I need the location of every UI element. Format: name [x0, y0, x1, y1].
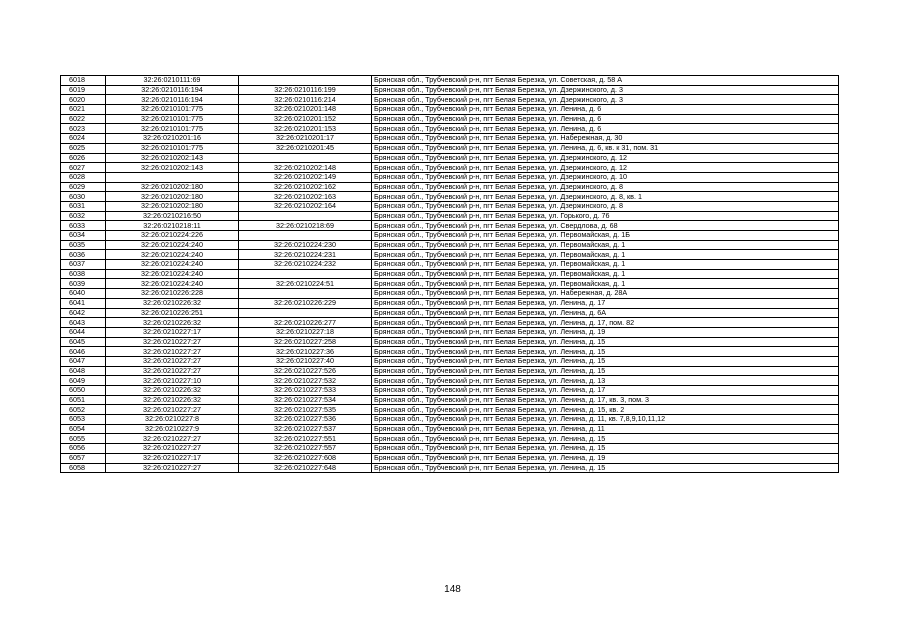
cadastral-number-cell: 32:26:0210224:240: [106, 250, 239, 260]
address-cell: Брянская обл., Трубчевский р-н, пгт Белая Березка, ул. Дзержинского, д. 8: [372, 201, 839, 211]
row-number-cell: 6029: [61, 182, 106, 192]
table-row: [61, 308, 839, 318]
address-cell: Брянская обл., Трубчевский р-н, пгт Белая Березка, ул. Ленина, д. 15: [372, 444, 839, 454]
address-cell: Брянская обл., Трубчевский р-н, пгт Белая Березка, ул. Набережная, д. 30: [372, 134, 839, 144]
row-number-cell: 6045: [61, 337, 106, 347]
cadastral-number-cell: 32:26:0210116:194: [106, 85, 239, 95]
table-row: [61, 85, 839, 95]
table-row: [61, 395, 839, 405]
row-number-cell: 6050: [61, 386, 106, 396]
cadastral-number-cell: [106, 172, 239, 182]
table-row: [61, 434, 839, 444]
table-row: [61, 211, 839, 221]
table-row: [61, 182, 839, 192]
object-cadastral-number-cell: 32:26:0210224:232: [239, 260, 372, 270]
row-number-cell: 6055: [61, 434, 106, 444]
address-cell: Брянская обл., Трубчевский р-н, пгт Белая Березка, ул. Ленина, д. 6: [372, 105, 839, 115]
cadastral-number-cell: 32:26:0210224:240: [106, 240, 239, 250]
table-row: [61, 95, 839, 105]
cadastral-number-cell: 32:26:0210227:27: [106, 356, 239, 366]
table-row: [61, 201, 839, 211]
cadastral-number-cell: 32:26:0210101:775: [106, 124, 239, 134]
row-number-cell: 6021: [61, 105, 106, 115]
object-cadastral-number-cell: 32:26:0210227:535: [239, 405, 372, 415]
row-number-cell: 6044: [61, 327, 106, 337]
address-cell: Брянская обл., Трубчевский р-н, пгт Белая Березка, ул. Первомайская, д. 1Б: [372, 231, 839, 241]
cadastral-number-cell: 32:26:0210218:11: [106, 221, 239, 231]
cadastral-number-cell: 32:26:0210227:27: [106, 337, 239, 347]
object-cadastral-number-cell: 32:26:0210224:231: [239, 250, 372, 260]
object-cadastral-number-cell: [239, 153, 372, 163]
cadastral-number-cell: 32:26:0210224:240: [106, 279, 239, 289]
row-number-cell: 6039: [61, 279, 106, 289]
row-number-cell: 6042: [61, 308, 106, 318]
object-cadastral-number-cell: 32:26:0210201:153: [239, 124, 372, 134]
row-number-cell: 6025: [61, 143, 106, 153]
cadastral-number-cell: 32:26:0210227:27: [106, 347, 239, 357]
address-cell: Брянская обл., Трубчевский р-н, пгт Белая Березка, ул. Ленина, д. 6, кв. к 31, пом. 31: [372, 143, 839, 153]
row-number-cell: 6051: [61, 395, 106, 405]
cadastral-number-cell: 32:26:0210201:16: [106, 134, 239, 144]
row-number-cell: 6026: [61, 153, 106, 163]
row-number-cell: 6040: [61, 289, 106, 299]
cadastral-number-cell: 32:26:0210226:32: [106, 395, 239, 405]
cadastral-number-cell: 32:26:0210224:226: [106, 231, 239, 241]
object-cadastral-number-cell: 32:26:0210227:18: [239, 327, 372, 337]
cadastral-number-cell: 32:26:0210227:27: [106, 405, 239, 415]
address-cell: Брянская обл., Трубчевский р-н, пгт Белая Березка, ул. Первомайская, д. 1: [372, 269, 839, 279]
object-cadastral-number-cell: 32:26:0210227:551: [239, 434, 372, 444]
table-row: [61, 153, 839, 163]
object-cadastral-number-cell: 32:26:0210227:258: [239, 337, 372, 347]
object-cadastral-number-cell: 32:26:0210227:557: [239, 444, 372, 454]
row-number-cell: 6052: [61, 405, 106, 415]
table-row: [61, 327, 839, 337]
object-cadastral-number-cell: [239, 211, 372, 221]
cadastral-number-cell: 32:26:0210111:69: [106, 76, 239, 86]
table-row: [61, 192, 839, 202]
table-row: [61, 76, 839, 86]
table-row: [61, 124, 839, 134]
table-row: [61, 114, 839, 124]
address-cell: Брянская обл., Трубчевский р-н, пгт Белая Березка, ул. Ленина, д. 15: [372, 347, 839, 357]
table-row: [61, 347, 839, 357]
table-row: [61, 405, 839, 415]
object-cadastral-number-cell: [239, 269, 372, 279]
address-cell: Брянская обл., Трубчевский р-н, пгт Белая Березка, ул. Ленина, д. 17: [372, 386, 839, 396]
cadastral-number-cell: 32:26:0210226:251: [106, 308, 239, 318]
table-row: [61, 366, 839, 376]
row-number-cell: 6048: [61, 366, 106, 376]
cadastral-number-cell: 32:26:0210227:8: [106, 415, 239, 425]
cadastral-number-cell: 32:26:0210224:240: [106, 269, 239, 279]
cadastral-number-cell: 32:26:0210227:10: [106, 376, 239, 386]
object-cadastral-number-cell: 32:26:0210202:164: [239, 201, 372, 211]
table-row: [61, 231, 839, 241]
object-cadastral-number-cell: 32:26:0210116:199: [239, 85, 372, 95]
cadastral-number-cell: 32:26:0210226:32: [106, 318, 239, 328]
object-cadastral-number-cell: [239, 308, 372, 318]
table-row: [61, 424, 839, 434]
table-row: [61, 415, 839, 425]
object-cadastral-number-cell: [239, 76, 372, 86]
address-cell: Брянская обл., Трубчевский р-н, пгт Белая Березка, ул. Ленина, д. 17, пом. 82: [372, 318, 839, 328]
address-cell: Брянская обл., Трубчевский р-н, пгт Белая Березка, ул. Дзержинского, д. 12: [372, 163, 839, 173]
cadastral-number-cell: 32:26:0210202:180: [106, 182, 239, 192]
table-row: [61, 386, 839, 396]
table-row: [61, 163, 839, 173]
address-cell: Брянская обл., Трубчевский р-н, пгт Белая Березка, ул. Набережная, д. 28А: [372, 289, 839, 299]
object-cadastral-number-cell: 32:26:0210201:152: [239, 114, 372, 124]
cadastral-number-cell: 32:26:0210227:17: [106, 327, 239, 337]
cadastral-number-cell: 32:26:0210226:32: [106, 386, 239, 396]
address-cell: Брянская обл., Трубчевский р-н, пгт Белая Березка, ул. Советская, д. 58 А: [372, 76, 839, 86]
address-cell: Брянская обл., Трубчевский р-н, пгт Белая Березка, ул. Ленина, д. 17, кв. 3, пом. 3: [372, 395, 839, 405]
table-row: [61, 143, 839, 153]
row-number-cell: 6043: [61, 318, 106, 328]
table-row: [61, 269, 839, 279]
address-cell: Брянская обл., Трубчевский р-н, пгт Белая Березка, ул. Ленина, д. 6А: [372, 308, 839, 318]
table-row: [61, 318, 839, 328]
address-cell: Брянская обл., Трубчевский р-н, пгт Белая Березка, ул. Первомайская, д. 1: [372, 240, 839, 250]
table-row: [61, 134, 839, 144]
cadastral-number-cell: 32:26:0210202:143: [106, 163, 239, 173]
cadastral-number-cell: 32:26:0210227:27: [106, 366, 239, 376]
object-cadastral-number-cell: 32:26:0210227:537: [239, 424, 372, 434]
row-number-cell: 6031: [61, 201, 106, 211]
table-row: [61, 337, 839, 347]
object-cadastral-number-cell: 32:26:0210224:230: [239, 240, 372, 250]
table-row: [61, 463, 839, 473]
cadastral-number-cell: 32:26:0210227:27: [106, 434, 239, 444]
object-cadastral-number-cell: 32:26:0210227:40: [239, 356, 372, 366]
row-number-cell: 6020: [61, 95, 106, 105]
row-number-cell: 6035: [61, 240, 106, 250]
table-row: [61, 260, 839, 270]
object-cadastral-number-cell: 32:26:0210202:148: [239, 163, 372, 173]
table-row: [61, 444, 839, 454]
row-number-cell: 6058: [61, 463, 106, 473]
object-cadastral-number-cell: [239, 289, 372, 299]
object-cadastral-number-cell: 32:26:0210227:648: [239, 463, 372, 473]
row-number-cell: 6053: [61, 415, 106, 425]
object-cadastral-number-cell: 32:26:0210202:163: [239, 192, 372, 202]
object-cadastral-number-cell: 32:26:0210224:51: [239, 279, 372, 289]
table-row: [61, 356, 839, 366]
address-cell: Брянская обл., Трубчевский р-н, пгт Белая Березка, ул. Дзержинского, д. 12: [372, 153, 839, 163]
row-number-cell: 6054: [61, 424, 106, 434]
address-cell: Брянская обл., Трубчевский р-н, пгт Белая Березка, ул. Ленина, д. 19: [372, 327, 839, 337]
table-row: [61, 105, 839, 115]
object-cadastral-number-cell: [239, 231, 372, 241]
table-row: [61, 250, 839, 260]
row-number-cell: 6041: [61, 298, 106, 308]
object-cadastral-number-cell: 32:26:0210218:69: [239, 221, 372, 231]
address-cell: Брянская обл., Трубчевский р-н, пгт Белая Березка, ул. Ленина, д. 6: [372, 114, 839, 124]
row-number-cell: 6037: [61, 260, 106, 270]
row-number-cell: 6027: [61, 163, 106, 173]
row-number-cell: 6024: [61, 134, 106, 144]
row-number-cell: 6028: [61, 172, 106, 182]
object-cadastral-number-cell: 32:26:0210202:149: [239, 172, 372, 182]
address-cell: Брянская обл., Трубчевский р-н, пгт Белая Березка, ул. Ленина, д. 19: [372, 453, 839, 463]
address-cell: Брянская обл., Трубчевский р-н, пгт Белая Березка, ул. Ленина, д. 17: [372, 298, 839, 308]
row-number-cell: 6047: [61, 356, 106, 366]
row-number-cell: 6032: [61, 211, 106, 221]
table-row: [61, 289, 839, 299]
cadastral-number-cell: 32:26:0210227:27: [106, 463, 239, 473]
page-number: 148: [444, 584, 461, 595]
address-cell: Брянская обл., Трубчевский р-н, пгт Белая Березка, ул. Свердлова, д. 68: [372, 221, 839, 231]
table-row: [61, 298, 839, 308]
object-cadastral-number-cell: 32:26:0210227:36: [239, 347, 372, 357]
cadastral-number-cell: 32:26:0210216:50: [106, 211, 239, 221]
address-cell: Брянская обл., Трубчевский р-н, пгт Белая Березка, ул. Ленина, д. 15, кв. 2: [372, 405, 839, 415]
cadastral-number-cell: 32:26:0210202:180: [106, 192, 239, 202]
cadastral-number-cell: 32:26:0210202:143: [106, 153, 239, 163]
table-body: [61, 76, 839, 473]
row-number-cell: 6038: [61, 269, 106, 279]
object-cadastral-number-cell: 32:26:0210226:229: [239, 298, 372, 308]
cadastral-number-cell: 32:26:0210226:32: [106, 298, 239, 308]
address-cell: Брянская обл., Трубчевский р-н, пгт Белая Березка, ул. Ленина, д. 15: [372, 463, 839, 473]
cadastral-number-cell: 32:26:0210224:240: [106, 260, 239, 270]
row-number-cell: 6036: [61, 250, 106, 260]
address-cell: Брянская обл., Трубчевский р-н, пгт Белая Березка, ул. Дзержинского, д. 3: [372, 95, 839, 105]
address-cell: Брянская обл., Трубчевский р-н, пгт Белая Березка, ул. Ленина, д. 13: [372, 376, 839, 386]
address-cell: Брянская обл., Трубчевский р-н, пгт Белая Березка, ул. Ленина, д. 11, кв. 7,8,9,10,11,12: [372, 415, 839, 425]
row-number-cell: 6023: [61, 124, 106, 134]
address-cell: Брянская обл., Трубчевский р-н, пгт Белая Березка, ул. Дзержинского, д. 10: [372, 172, 839, 182]
object-cadastral-number-cell: 32:26:0210227:536: [239, 415, 372, 425]
table-row: [61, 172, 839, 182]
address-cell: Брянская обл., Трубчевский р-н, пгт Белая Березка, ул. Ленина, д. 11: [372, 424, 839, 434]
address-cell: Брянская обл., Трубчевский р-н, пгт Белая Березка, ул. Дзержинского, д. 8: [372, 182, 839, 192]
object-cadastral-number-cell: 32:26:0210227:534: [239, 395, 372, 405]
table-row: [61, 376, 839, 386]
row-number-cell: 6033: [61, 221, 106, 231]
row-number-cell: 6034: [61, 231, 106, 241]
address-cell: Брянская обл., Трубчевский р-н, пгт Белая Березка, ул. Первомайская, д. 1: [372, 279, 839, 289]
row-number-cell: 6019: [61, 85, 106, 95]
cadastral-number-cell: 32:26:0210116:194: [106, 95, 239, 105]
cadastral-number-cell: 32:26:0210101:775: [106, 143, 239, 153]
object-cadastral-number-cell: 32:26:0210227:532: [239, 376, 372, 386]
table-row: [61, 221, 839, 231]
address-cell: Брянская обл., Трубчевский р-н, пгт Белая Березка, ул. Первомайская, д. 1: [372, 260, 839, 270]
cadastral-number-cell: 32:26:0210101:775: [106, 114, 239, 124]
object-cadastral-number-cell: 32:26:0210227:526: [239, 366, 372, 376]
cadastral-number-cell: 32:26:0210227:9: [106, 424, 239, 434]
cadastral-number-cell: 32:26:0210101:775: [106, 105, 239, 115]
row-number-cell: 6046: [61, 347, 106, 357]
object-cadastral-number-cell: 32:26:0210227:533: [239, 386, 372, 396]
cadastral-number-cell: 32:26:0210227:17: [106, 453, 239, 463]
cadastral-number-cell: 32:26:0210226:228: [106, 289, 239, 299]
row-number-cell: 6057: [61, 453, 106, 463]
row-number-cell: 6030: [61, 192, 106, 202]
address-cell: Брянская обл., Трубчевский р-н, пгт Белая Березка, ул. Ленина, д. 15: [372, 366, 839, 376]
address-cell: Брянская обл., Трубчевский р-н, пгт Белая Березка, ул. Ленина, д. 6: [372, 124, 839, 134]
address-cell: Брянская обл., Трубчевский р-н, пгт Белая Березка, ул. Ленина, д. 15: [372, 356, 839, 366]
row-number-cell: 6018: [61, 76, 106, 86]
object-cadastral-number-cell: 32:26:0210201:148: [239, 105, 372, 115]
object-cadastral-number-cell: 32:26:0210227:608: [239, 453, 372, 463]
address-cell: Брянская обл., Трубчевский р-н, пгт Белая Березка, ул. Первомайская, д. 1: [372, 250, 839, 260]
row-number-cell: 6022: [61, 114, 106, 124]
address-cell: Брянская обл., Трубчевский р-н, пгт Белая Березка, ул. Дзержинского, д. 8, кв. 1: [372, 192, 839, 202]
row-number-cell: 6056: [61, 444, 106, 454]
address-cell: Брянская обл., Трубчевский р-н, пгт Белая Березка, ул. Дзержинского, д. 3: [372, 85, 839, 95]
row-number-cell: 6049: [61, 376, 106, 386]
address-cell: Брянская обл., Трубчевский р-н, пгт Белая Березка, ул. Горького, д. 76: [372, 211, 839, 221]
cadastral-number-cell: 32:26:0210227:27: [106, 444, 239, 454]
table-row: [61, 453, 839, 463]
cadastral-number-cell: 32:26:0210202:180: [106, 201, 239, 211]
table-row: [61, 279, 839, 289]
address-cell: Брянская обл., Трубчевский р-н, пгт Белая Березка, ул. Ленина, д. 15: [372, 337, 839, 347]
registry-table: [60, 75, 839, 473]
object-cadastral-number-cell: 32:26:0210201:45: [239, 143, 372, 153]
address-cell: Брянская обл., Трубчевский р-н, пгт Белая Березка, ул. Ленина, д. 15: [372, 434, 839, 444]
object-cadastral-number-cell: 32:26:0210116:214: [239, 95, 372, 105]
object-cadastral-number-cell: 32:26:0210202:162: [239, 182, 372, 192]
object-cadastral-number-cell: 32:26:0210226:277: [239, 318, 372, 328]
table-row: [61, 240, 839, 250]
object-cadastral-number-cell: 32:26:0210201:17: [239, 134, 372, 144]
